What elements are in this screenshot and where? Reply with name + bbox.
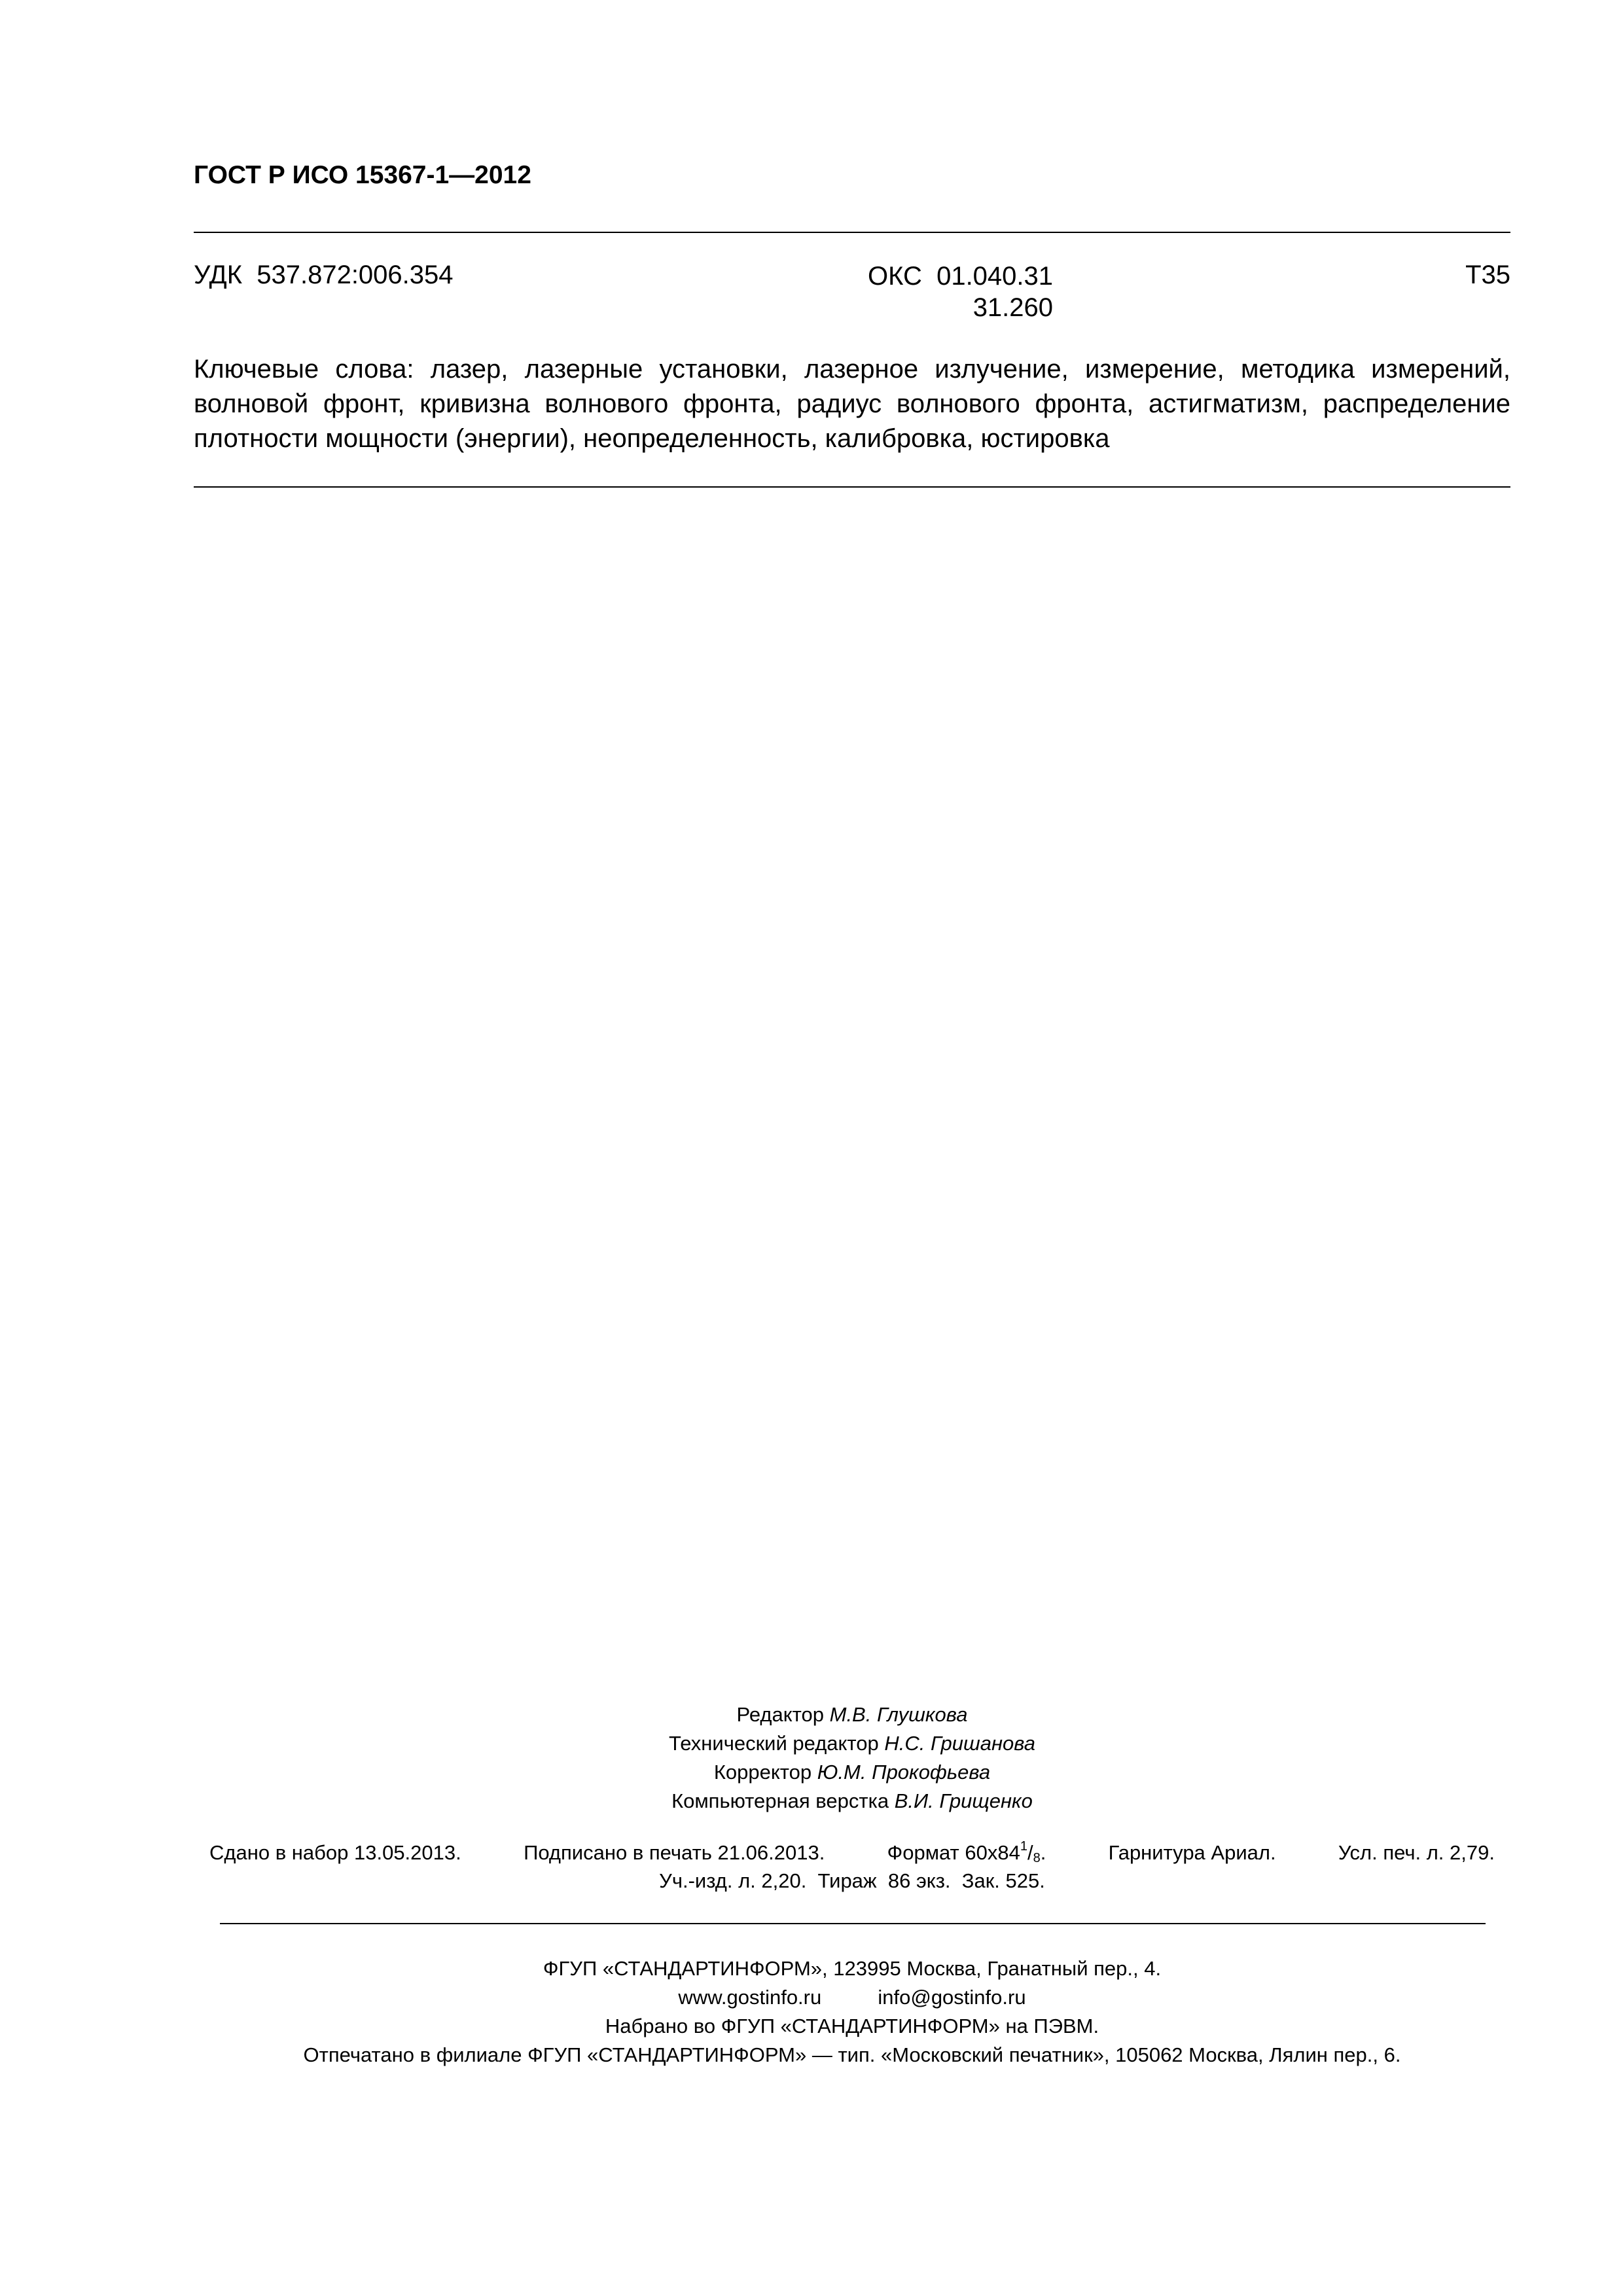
keywords-block (194, 352, 1510, 456)
print-info-row-2: Уч.-изд. л. 2,20. Тираж 86 экз. Зак. 525. (659, 1869, 1045, 1892)
publisher-address: ФГУП «СТАНДАРТИНФОРМ», 123995 Москва, Гранатный пер., 4. (543, 1957, 1162, 1980)
oks-code-line1: ОКС 01.040.31 (868, 262, 1054, 291)
keywords-divider (194, 486, 1510, 488)
top-divider (194, 232, 1510, 233)
print-info-row (209, 1841, 1495, 1865)
submitted-date: Сдано в набор 13.05.2013. (209, 1841, 461, 1864)
layout-credit: Компьютерная верстка В.И. Грищенко (671, 1789, 1033, 1812)
tech-editor-credit: Технический редактор Н.С. Гришанова (669, 1732, 1035, 1755)
oks-code-line2: 31.260 (972, 293, 1054, 322)
printing-info: Отпечатано в филиале ФГУП «СТАНДАРТИНФОРМ» — тип. «Московский печатник», 105062 Москва, Лялин пер., 6. (303, 2043, 1401, 2066)
signed-date: Подписано в печать 21.06.2013. (524, 1841, 825, 1864)
keywords-line-3: плотности мощности (энергии), неопределенность, калибровка, юстировка (194, 424, 1110, 453)
keywords-line-1: Ключевые слова: лазер, лазерные установки, лазерное излучение, измерение, методика измерений, (194, 355, 1510, 384)
editor-name: М.В. Глушкова (829, 1703, 968, 1726)
printed-sheets: Усл. печ. л. 2,79. (1338, 1841, 1495, 1864)
oks-codes (868, 260, 1053, 323)
footer-divider (220, 1923, 1486, 1924)
group-code: Т35 (1465, 260, 1510, 289)
credits-block (0, 1700, 1623, 1816)
typeface: Гарнитура Ариал. (1108, 1841, 1276, 1864)
editor-credit: Редактор М.В. Глушкова (736, 1703, 968, 1726)
proofreader-credit: Корректор Ю.М. Прокофьева (713, 1761, 991, 1784)
layout-name: В.И. Грищенко (894, 1789, 1033, 1812)
udk-code: УДК 537.872:006.354 (194, 260, 454, 289)
proofreader-name: Ю.М. Прокофьева (817, 1761, 991, 1784)
publisher-web: www.gostinfo.ru info@gostinfo.ru (678, 1986, 1026, 2009)
paper-format: Формат $60x84^1/_8$. (887, 1839, 1046, 1865)
typeset-info: Набрано во ФГУП «СТАНДАРТИНФОРМ» на ПЭВМ. (605, 2015, 1099, 2037)
tech-editor-name: Н.С. Гришанова (884, 1732, 1035, 1755)
keywords-line-2: волновой фронт, кривизна волнового фронта, радиус волнового фронта, астигматизм, распределение (194, 389, 1510, 418)
publisher-block (0, 1954, 1623, 2070)
standard-designation: ГОСТ Р ИСО 15367-1—2012 (194, 161, 531, 189)
